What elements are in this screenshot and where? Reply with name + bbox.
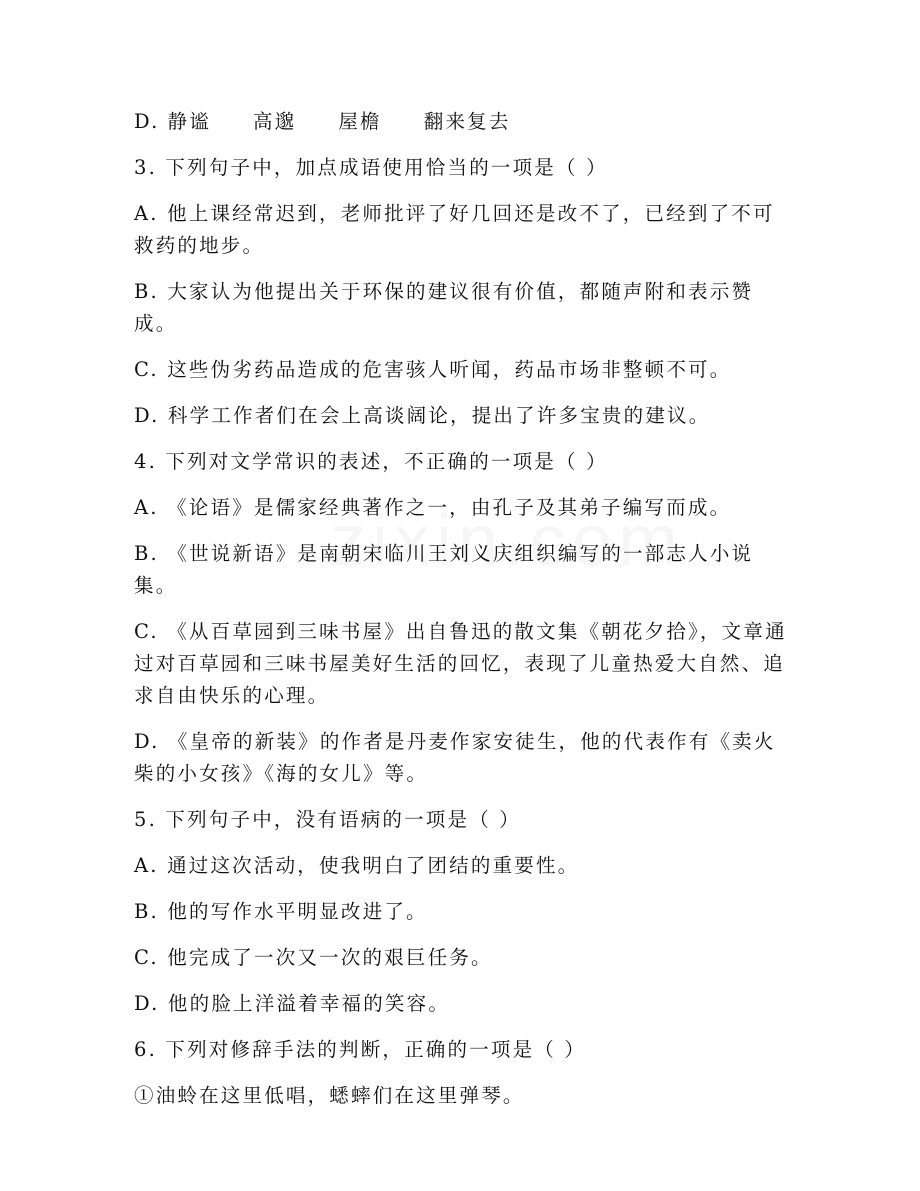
q5-option-c: C. 他完成了一次又一次的艰巨任务。	[134, 946, 493, 969]
option-label: D.	[134, 110, 160, 133]
q5-option-a: A. 通过这次活动，使我明白了团结的重要性。	[134, 854, 580, 877]
q2-option-d	[134, 106, 794, 138]
q4-stem: 4. 下列对文学常识的表述，不正确的一项是（ ）	[134, 450, 608, 473]
word-2: 高邈	[252, 110, 297, 133]
q4-option-b: B. 《世说新语》是南朝宋临川王刘义庆组织编写的一部志人小说集。	[134, 542, 754, 597]
word-4: 翻来复去	[423, 110, 511, 133]
q6-stem: 6. 下列对修辞手法的判断，正确的一项是（ ）	[134, 1038, 587, 1061]
q3-option-d: D. 科学工作者们在会上高谈阔论，提出了许多宝贵的建议。	[134, 404, 711, 427]
q4-option-d: D. 《皇帝的新装》的作者是丹麦作家安徒生，他的代表作有《卖火柴的小女孩》《海的女儿》等。	[134, 730, 776, 785]
q6-item-1: ①油蛉在这里低唱，蟋蟀们在这里弹琴。	[134, 1084, 525, 1107]
word-3: 屋檐	[338, 110, 382, 133]
q3-option-c: C. 这些伪劣药品造成的危害骇人听闻，药品市场非整顿不可。	[134, 358, 732, 381]
q4-option-a: A. 《论语》是儒家经典著作之一，由孔子及其弟子编写而成。	[134, 496, 732, 519]
q5-option-b: B. 他的写作水平明显改进了。	[134, 900, 428, 923]
q4-option-c: C. 《从百草园到三味书屋》出自鲁迅的散文集《朝花夕拾》，文章通过对百草园和三味书屋美好生活的回忆，表现了儿童热爱大自然、追求自由快乐的心理。	[134, 620, 787, 707]
question-content	[134, 106, 794, 1126]
q5-option-d: D. 他的脸上洋溢着幸福的笑容。	[134, 992, 451, 1015]
q5-stem: 5. 下列句子中，没有语病的一项是（ ）	[134, 808, 522, 831]
q3-stem: 3. 下列句子中，加点成语使用恰当的一项是（ ）	[134, 156, 608, 179]
q3-option-a: A. 他上课经常迟到，老师批评了好几回还是改不了，已经到了不可救药的地步。	[134, 202, 775, 257]
q3-option-b: B. 大家认为他提出关于环保的建议很有价值，都随声附和表示赞成。	[134, 280, 754, 335]
word-1: 静谧	[167, 110, 211, 133]
